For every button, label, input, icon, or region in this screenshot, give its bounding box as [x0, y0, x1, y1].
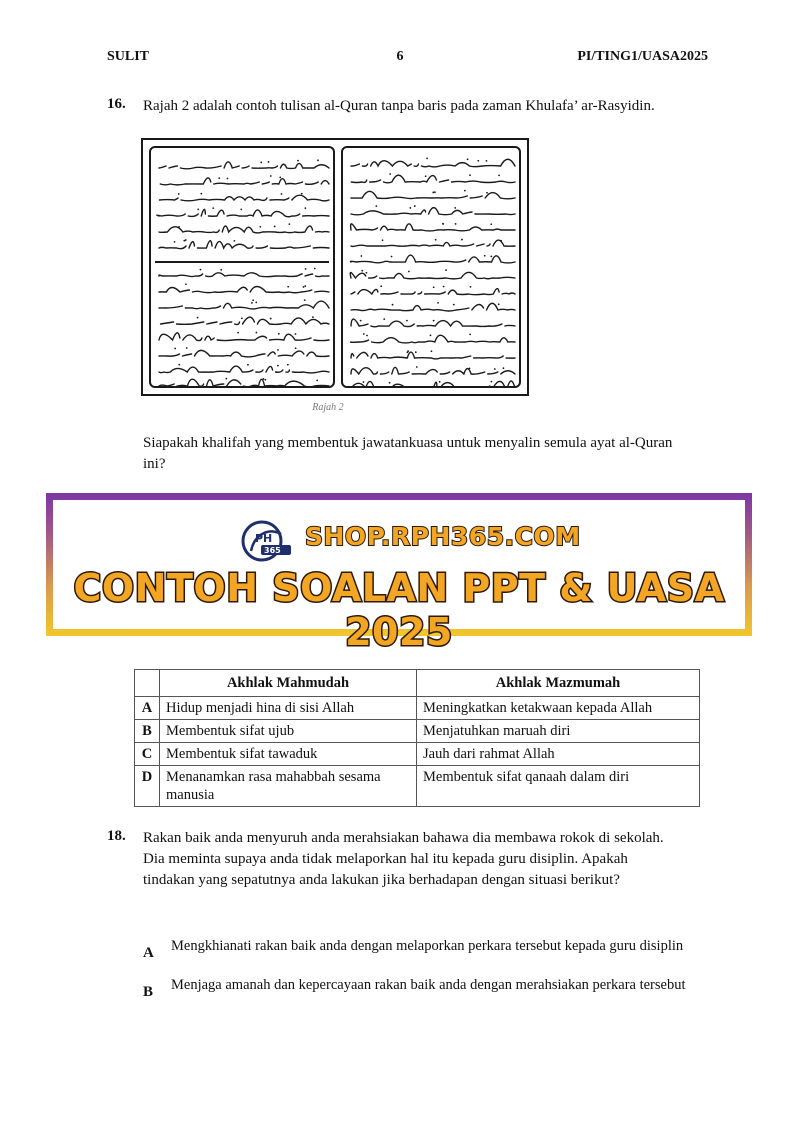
page-number: 6	[396, 49, 404, 64]
script-line	[159, 195, 329, 201]
question-16-number: 16.	[107, 96, 126, 112]
option-a-text: Mengkhianati rakan baik anda dengan melaporkan perkara tersebut kepada guru disiplin	[171, 938, 684, 954]
svg-text:365: 365	[264, 546, 281, 555]
script-dot	[494, 368, 496, 370]
script-dot	[263, 378, 265, 380]
script-dot	[304, 299, 306, 301]
script-dot	[252, 299, 254, 301]
script-dot	[461, 239, 463, 241]
script-dot	[439, 381, 441, 383]
script-dot	[178, 226, 180, 228]
script-dot	[178, 364, 180, 366]
script-dot	[314, 268, 316, 270]
script-dot	[486, 160, 488, 162]
script-dot	[270, 318, 272, 320]
script-line	[350, 272, 515, 279]
script-dot	[414, 205, 416, 207]
script-dot	[312, 316, 314, 318]
option-a-letter: A	[143, 945, 154, 961]
script-dot	[408, 271, 410, 273]
script-dot	[185, 239, 187, 241]
akhlak-table	[134, 669, 700, 807]
script-dot	[431, 350, 433, 352]
script-dot	[366, 272, 368, 274]
script-dot	[197, 208, 199, 210]
script-line	[351, 289, 515, 295]
table-row	[135, 720, 700, 743]
script-dot	[304, 285, 306, 287]
script-dot	[241, 317, 243, 319]
script-dot	[426, 158, 428, 160]
script-dot	[240, 209, 242, 211]
manuscript-right-page	[341, 146, 521, 388]
script-dot	[375, 205, 377, 207]
script-line	[351, 303, 515, 311]
script-dot	[453, 304, 455, 306]
table-row	[135, 743, 700, 766]
script-dot	[279, 176, 281, 178]
question-18-text: Rakan baik anda menyuruh anda merahsiakan bahawa dia membawa rokok di sekolah. Dia meminta supaya anda tidak melaporkan hal itu kepada guru disiplin. Apakah tindakan yang sepatutnya anda lakukan jika berhadapan dengan situasi berikut?	[143, 830, 664, 888]
script-dot	[288, 223, 290, 225]
script-dot	[464, 190, 466, 192]
script-dot	[389, 173, 391, 175]
script-dot	[247, 364, 249, 366]
script-dot	[316, 379, 318, 381]
script-dot	[491, 381, 493, 383]
option-letter: B	[135, 720, 160, 743]
option-letter: A	[135, 697, 160, 720]
script-dot	[264, 379, 266, 381]
script-dot	[301, 193, 303, 195]
script-dot	[186, 347, 188, 349]
script-dot	[433, 286, 435, 288]
script-dot	[287, 286, 289, 288]
script-dot	[415, 351, 417, 353]
promo-title: CONTOH SOALAN PPT & UASA 2025	[73, 566, 725, 654]
script-dot	[233, 240, 235, 242]
promo-banner	[46, 493, 752, 654]
promo-banner-inner	[53, 500, 745, 654]
mazmumah-cell: Meningkatkan ketakwaan kepada Allah	[417, 697, 700, 720]
script-dot	[237, 332, 239, 334]
script-dot	[363, 333, 365, 335]
option-b-text: Menjaga amanah dan kepercayaan rakan baik anda dengan merahsiakan perkara tersebut	[171, 977, 686, 993]
script-dot	[360, 320, 362, 322]
script-line	[159, 379, 329, 387]
script-dot	[212, 207, 214, 209]
script-dot	[469, 367, 471, 369]
script-line	[351, 208, 515, 215]
shop-url: SHOP.RPH365.COM	[305, 522, 581, 551]
script-dot	[490, 256, 492, 258]
script-dot	[295, 333, 297, 335]
script-dot	[490, 223, 492, 225]
script-dot	[469, 174, 471, 176]
script-dot	[454, 207, 456, 209]
question-16-text: Siapakah khalifah yang membentuk jawatankuasa untuk menyalin semula ayat al-Quran ini?	[143, 435, 673, 472]
script-line	[157, 209, 329, 216]
script-dot	[259, 226, 261, 228]
script-dot	[227, 178, 229, 180]
script-line	[351, 381, 515, 388]
mazmumah-cell: Jauh dari rahmat Allah	[417, 743, 700, 766]
quran-manuscript-figure	[141, 138, 529, 396]
script-dot	[268, 161, 270, 163]
script-dot	[392, 304, 394, 306]
script-line	[159, 241, 329, 249]
script-line	[348, 240, 515, 246]
script-line	[351, 224, 515, 231]
script-dot	[470, 286, 472, 288]
script-line	[158, 317, 329, 324]
script-line	[348, 159, 515, 167]
script-line	[159, 366, 329, 373]
script-dot	[255, 301, 257, 303]
script-dot	[498, 174, 500, 176]
option-b-letter: B	[143, 984, 154, 1000]
table-row	[135, 697, 700, 720]
script-dot	[277, 349, 279, 351]
script-dot	[274, 226, 276, 228]
option-letter: C	[135, 743, 160, 766]
script-dot	[277, 365, 279, 367]
manuscript-left-page	[149, 146, 335, 388]
script-dot	[433, 320, 435, 322]
script-dot	[437, 302, 439, 304]
rph365-logo-icon	[241, 520, 293, 562]
script-dot	[380, 285, 382, 287]
script-dot	[435, 239, 437, 241]
question-16-intro: Rajah 2 adalah contoh tulisan al-Quran tanpa baris pada zaman Khulafa’ ar-Rasyidin.	[143, 98, 655, 114]
script-dot	[251, 302, 253, 304]
script-dot	[383, 318, 385, 320]
script-dot	[200, 269, 202, 271]
mahmudah-cell: Membentuk sifat ujub	[160, 720, 417, 743]
script-line	[159, 301, 329, 309]
script-line	[350, 255, 515, 263]
script-dot	[500, 240, 502, 242]
script-dot	[360, 255, 362, 257]
table-row	[135, 766, 700, 807]
script-line	[159, 162, 329, 169]
script-dot	[503, 367, 505, 369]
paper-code: PI/TING1/UASA2025	[577, 49, 708, 64]
header-left: SULIT	[107, 49, 150, 64]
script-line	[159, 333, 329, 341]
script-line	[348, 367, 515, 374]
table-header-mahmudah: Akhlak Mahmudah	[160, 670, 417, 697]
script-dot	[366, 335, 368, 337]
mahmudah-cell: Hidup menjadi hina di sisi Allah	[160, 697, 417, 720]
manuscript-divider	[155, 261, 329, 263]
script-dot	[407, 350, 409, 352]
script-dot	[270, 175, 272, 177]
mahmudah-cell: Membentuk sifat tawaduk	[160, 743, 417, 766]
svg-text:PH: PH	[255, 532, 273, 545]
table-header-row	[135, 670, 700, 697]
script-dot	[389, 382, 391, 384]
script-dot	[260, 162, 262, 164]
handwritten-script-right	[343, 148, 521, 388]
script-dot	[218, 177, 220, 179]
script-dot	[305, 268, 307, 270]
script-line	[351, 175, 515, 183]
script-dot	[425, 175, 427, 177]
script-dot	[430, 334, 432, 336]
script-dot	[455, 223, 457, 225]
script-dot	[363, 381, 365, 383]
script-dot	[303, 286, 305, 288]
script-dot	[477, 160, 479, 162]
script-dot	[382, 239, 384, 241]
question-18-number: 18.	[107, 828, 126, 844]
mahmudah-cell: Menanamkan rasa mahabbah sesama manusia	[160, 766, 417, 807]
script-line	[351, 352, 515, 359]
script-line	[348, 335, 515, 343]
script-dot	[256, 332, 258, 334]
script-dot	[442, 223, 444, 225]
script-dot	[391, 256, 393, 258]
script-dot	[317, 159, 319, 161]
script-dot	[281, 193, 283, 195]
script-dot	[174, 241, 176, 243]
table-header-mazmumah: Akhlak Mazmumah	[417, 670, 700, 697]
script-dot	[416, 366, 418, 368]
script-dot	[297, 160, 299, 162]
script-dot	[174, 348, 176, 350]
script-dot	[434, 191, 436, 193]
script-dot	[178, 193, 180, 195]
script-dot	[185, 283, 187, 285]
script-dot	[197, 317, 199, 319]
script-dot	[409, 207, 411, 209]
script-dot	[200, 193, 202, 195]
script-line	[159, 273, 329, 277]
script-dot	[469, 333, 471, 335]
figure-caption: Rajah 2	[312, 402, 344, 413]
script-dot	[445, 269, 447, 271]
mazmumah-cell: Menjatuhkan maruah diri	[417, 720, 700, 743]
script-dot	[443, 286, 445, 288]
script-dot	[278, 333, 280, 335]
script-dot	[432, 192, 434, 194]
option-letter: D	[135, 766, 160, 807]
script-dot	[498, 303, 500, 305]
script-dot	[486, 192, 488, 194]
script-dot	[467, 158, 469, 160]
script-dot	[220, 269, 222, 271]
script-dot	[406, 320, 408, 322]
script-line	[159, 350, 329, 357]
script-dot	[287, 364, 289, 366]
mazmumah-cell: Membentuk sifat qanaah dalam diri	[417, 766, 700, 807]
script-dot	[484, 255, 486, 257]
script-line	[160, 178, 329, 185]
script-dot	[295, 347, 297, 349]
table-header-empty	[135, 670, 160, 697]
script-dot	[225, 378, 227, 380]
script-line	[159, 226, 329, 233]
handwritten-script-left	[151, 148, 335, 388]
script-dot	[304, 207, 306, 209]
script-dot	[361, 270, 363, 272]
